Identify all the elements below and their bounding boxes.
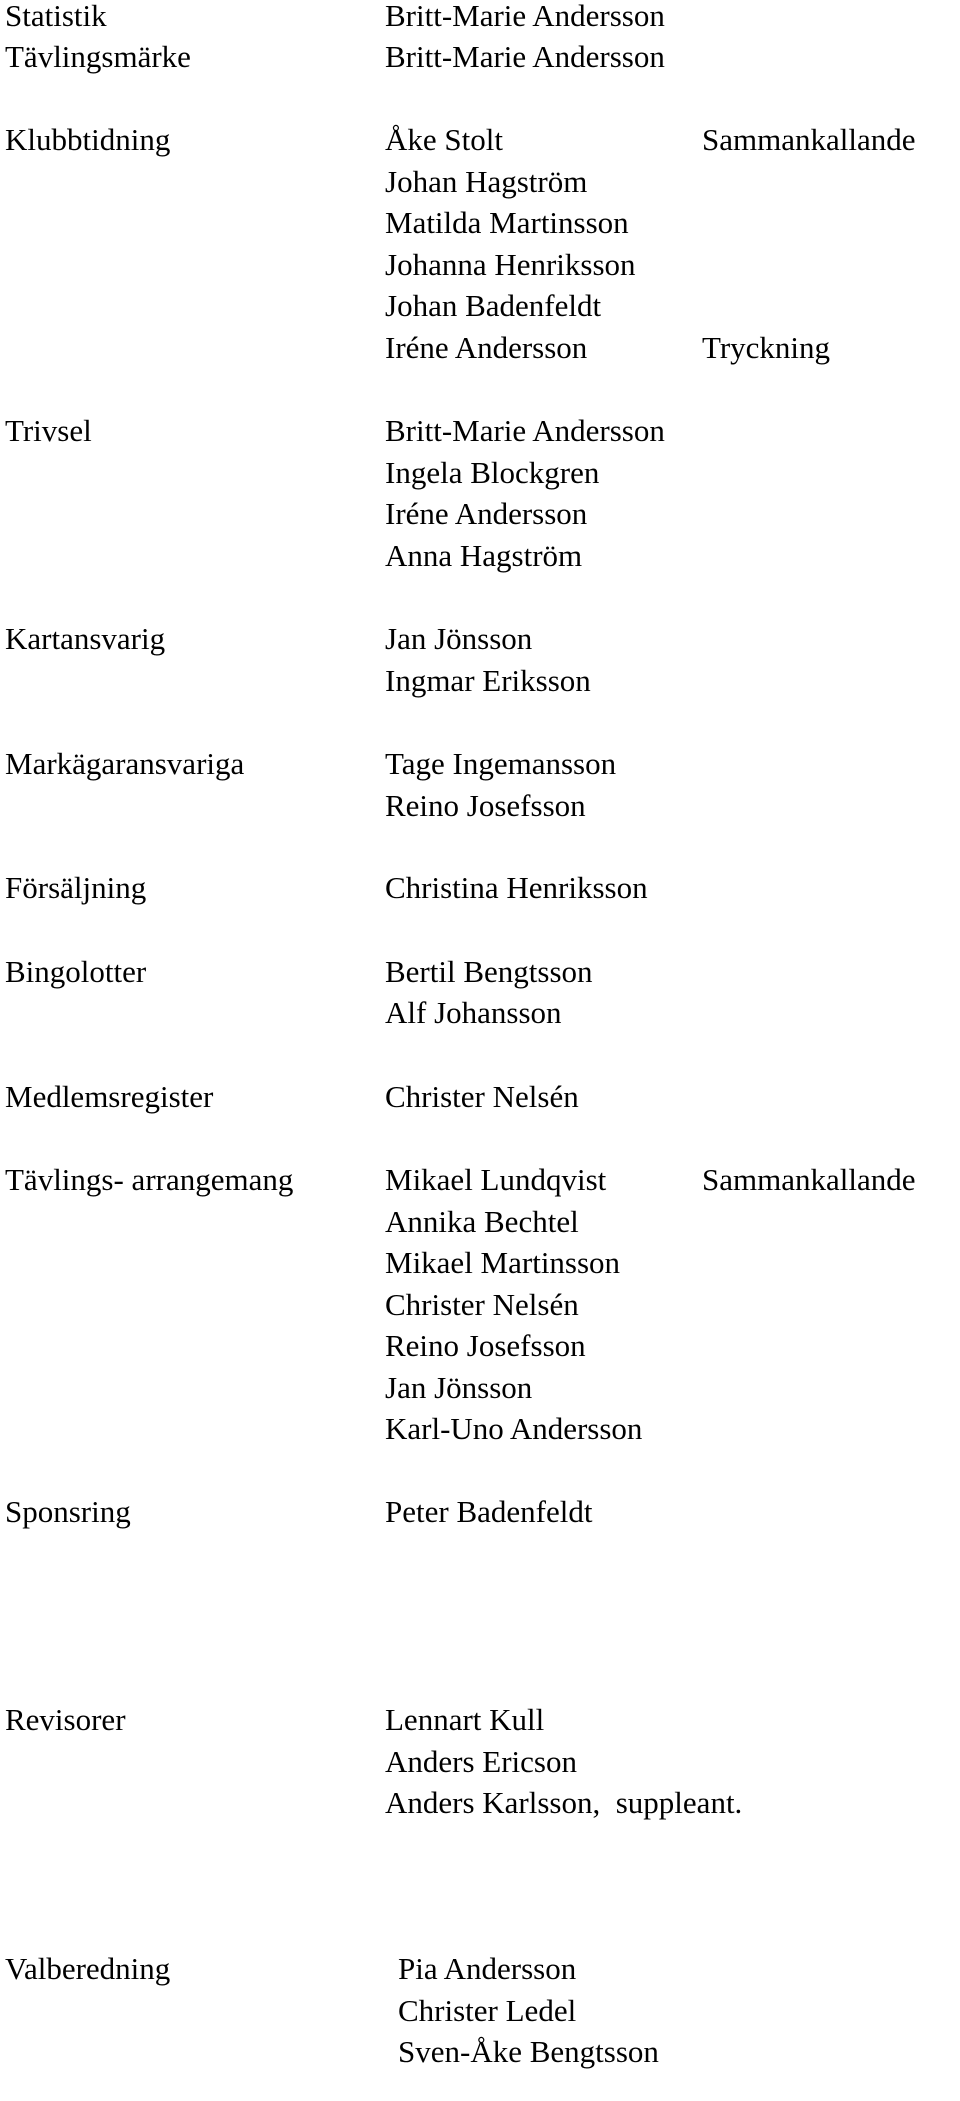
- member-name: Bertil Bengtsson: [385, 954, 593, 989]
- member-name: Ingela Blockgren: [385, 455, 600, 490]
- member-name: Reino Josefsson: [385, 788, 586, 823]
- section-label-revisorer: Revisorer: [5, 1702, 126, 1737]
- role-label-printing: Tryckning: [702, 330, 831, 365]
- section-label-valberedning: Valberedning: [5, 1951, 171, 1986]
- member-name: Anders Ericson: [385, 1744, 577, 1779]
- section-label-bingolotter: Bingolotter: [5, 954, 147, 989]
- member-name: Jan Jönsson: [385, 621, 533, 656]
- member-name: Christer Nelsén: [385, 1079, 579, 1114]
- section-label-markagaransvariga: Markägaransvariga: [5, 746, 245, 781]
- member-name: Jan Jönsson: [385, 1370, 533, 1405]
- member-name: Britt-Marie Andersson: [385, 0, 665, 33]
- member-name: Karl-Uno Andersson: [385, 1411, 643, 1446]
- member-name: Iréne Andersson: [385, 330, 588, 365]
- member-name: Lennart Kull: [385, 1702, 545, 1737]
- member-name: Anders Karlsson, suppleant.: [385, 1785, 743, 1820]
- member-name: Tage Ingemansson: [385, 746, 617, 781]
- member-name: Johan Badenfeldt: [385, 288, 602, 323]
- member-name: Ingmar Eriksson: [385, 663, 591, 698]
- section-label-forsaljning: Försäljning: [5, 870, 147, 905]
- member-name: Johan Hagström: [385, 164, 588, 199]
- member-name: Sven-Åke Bengtsson: [398, 2034, 659, 2069]
- member-name: Johanna Henriksson: [385, 247, 636, 282]
- member-name: Matilda Martinsson: [385, 205, 629, 240]
- member-name: Mikael Lundqvist: [385, 1162, 607, 1197]
- member-name: Pia Andersson: [398, 1951, 577, 1986]
- member-name: Britt-Marie Andersson: [385, 413, 665, 448]
- member-name: Alf Johansson: [385, 995, 562, 1030]
- member-name: Christer Nelsén: [385, 1287, 579, 1322]
- role-label-convener: Sammankallande: [702, 122, 916, 157]
- section-label-sponsring: Sponsring: [5, 1494, 131, 1529]
- member-name: Iréne Andersson: [385, 496, 588, 531]
- member-name: Mikael Martinsson: [385, 1245, 621, 1280]
- member-name: Christina Henriksson: [385, 870, 648, 905]
- member-name: Reino Josefsson: [385, 1328, 586, 1363]
- member-name: Britt-Marie Andersson: [385, 39, 665, 74]
- section-label-medlemsregister: Medlemsregister: [5, 1079, 214, 1114]
- role-label-convener: Sammankallande: [702, 1162, 916, 1197]
- section-label-klubbtidning: Klubbtidning: [5, 122, 171, 157]
- member-name: Christer Ledel: [398, 1993, 577, 2028]
- member-name: Annika Bechtel: [385, 1204, 579, 1239]
- section-label-kartansvarig: Kartansvarig: [5, 621, 166, 656]
- member-name: Åke Stolt: [385, 122, 503, 157]
- section-label-tavlingsmarke: Tävlingsmärke: [5, 39, 191, 74]
- section-label-trivsel: Trivsel: [5, 413, 92, 448]
- section-label-tavlingsarrangemang: Tävlings- arrangemang: [5, 1162, 294, 1197]
- section-label-statistik: Statistik: [5, 0, 107, 33]
- member-name: Peter Badenfeldt: [385, 1494, 593, 1529]
- member-name: Anna Hagström: [385, 538, 583, 573]
